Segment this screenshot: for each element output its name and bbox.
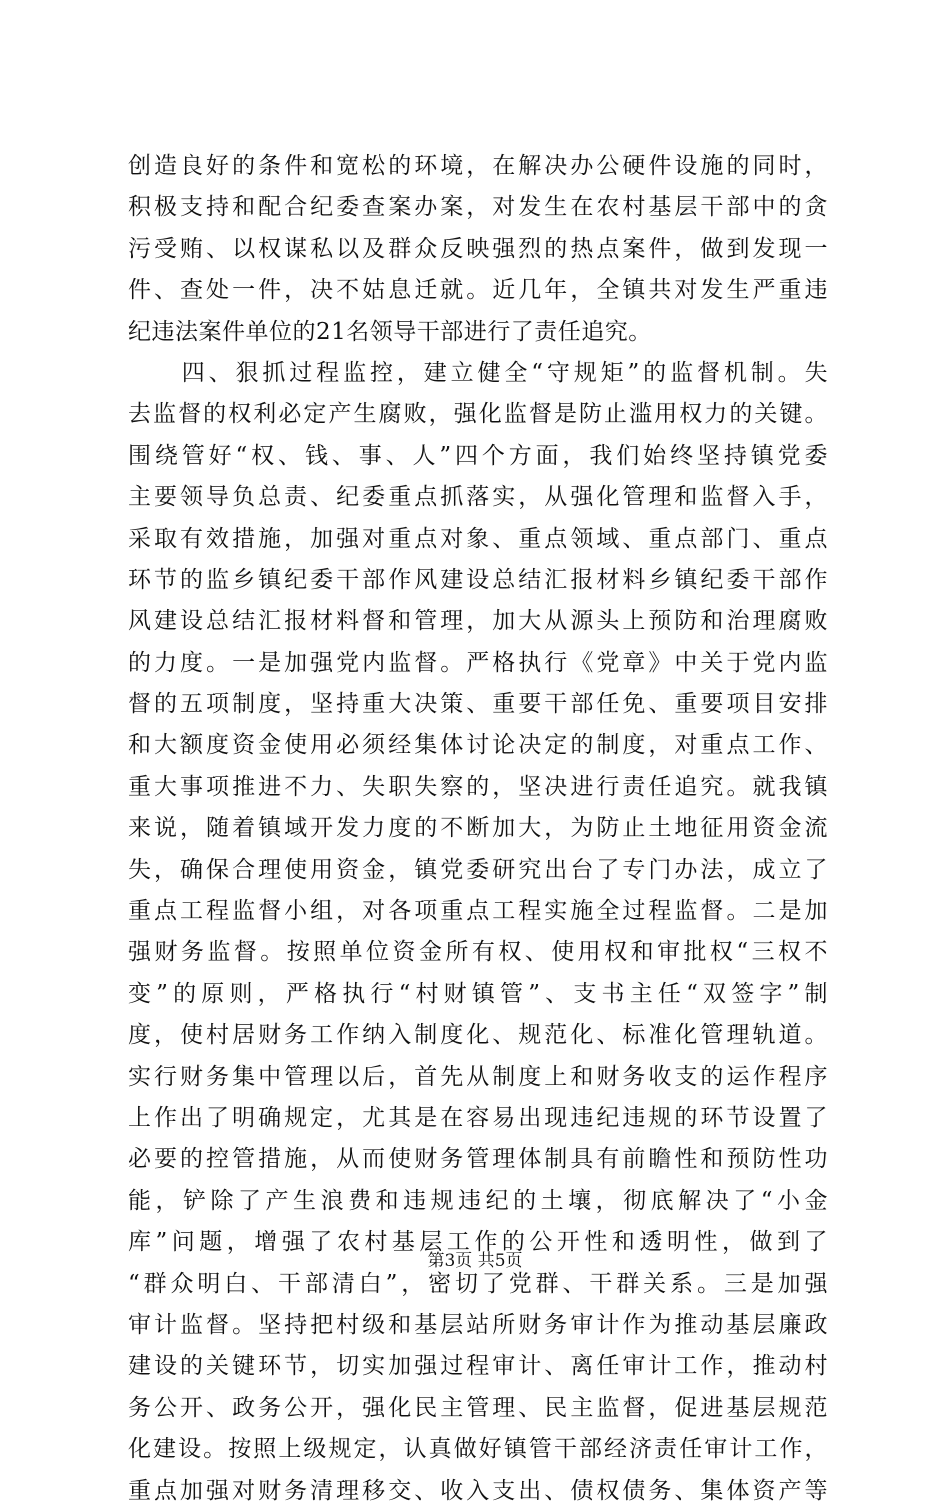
text-line: 重点加强对财务清理移交、收入支出、债权债务、集体资产等 bbox=[128, 1477, 828, 1504]
text-line: 围绕管好“权、钱、事、人”四个方面，我们始终坚持镇党委 bbox=[128, 442, 828, 469]
text-line: 件、查处一件，决不姑息迁就。近几年，全镇共对发生严重违 bbox=[128, 277, 828, 304]
text-line: 风建设总结汇报材料督和管理，加大从源头上预防和治理腐败 bbox=[128, 608, 828, 635]
text-line: 和大额度资金使用必须经集体讨论决定的制度，对重点工作、 bbox=[128, 732, 828, 759]
text-line: “群众明白、干部清白”，密切了党群、干群关系。三是加强 bbox=[128, 1270, 828, 1297]
text-line: 上作出了明确规定，尤其是在容易出现违纪违规的环节设置了 bbox=[128, 1104, 828, 1131]
text-line: 失，确保合理使用资金，镇党委研究出台了专门办法，成立了 bbox=[128, 856, 828, 883]
text-line: 采取有效措施，加强对重点对象、重点领域、重点部门、重点 bbox=[128, 525, 828, 552]
text-line: 度，使村居财务工作纳入制度化、规范化、标准化管理轨道。 bbox=[128, 1022, 828, 1049]
text-line: 务公开、政务公开，强化民主管理、民主监督，促进基层规范 bbox=[128, 1394, 828, 1421]
text-line: 变”的原则，严格执行“村财镇管”、支书主任“双签字”制 bbox=[128, 980, 828, 1007]
text-line: 审计监督。坚持把村级和基层站所财务审计作为推动基层廉政 bbox=[128, 1311, 828, 1338]
text-line: 污受贿、以权谋私以及群众反映强烈的热点案件，做到发现一 bbox=[128, 235, 828, 262]
text-line: 主要领导负总责、纪委重点抓落实，从强化管理和监督入手， bbox=[128, 484, 828, 511]
text-line: 去监督的权利必定产生腐败，强化监督是防止滥用权力的关键。 bbox=[128, 401, 828, 428]
text-line: 重点工程监督小组，对各项重点工程实施全过程监督。二是加 bbox=[128, 898, 828, 925]
body-text bbox=[128, 146, 828, 1512]
text-line: 实行财务集中管理以后，首先从制度上和财务收支的运作程序 bbox=[128, 1063, 828, 1090]
text-line: 积极支持和配合纪委查案办案，对发生在农村基层干部中的贪 bbox=[128, 194, 828, 221]
text-line: 督的五项制度，坚持重大决策、重要干部任免、重要项目安排 bbox=[128, 691, 828, 718]
text-line: 重大事项推进不力、失职失察的，坚决进行责任追究。就我镇 bbox=[128, 773, 828, 800]
text-line: 强财务监督。按照单位资金所有权、使用权和审批权“三权不 bbox=[128, 939, 828, 966]
page-number-footer: 第3页 共5页 bbox=[427, 1251, 523, 1271]
text-line: 四、狠抓过程监控，建立健全“守规矩”的监督机制。失 bbox=[128, 359, 828, 386]
text-line: 库”问题，增强了农村基层工作的公开性和透明性，做到了 bbox=[128, 1229, 828, 1256]
text-line: 来说，随着镇域开发力度的不断加大，为防止土地征用资金流 bbox=[128, 815, 828, 842]
text-line: 创造良好的条件和宽松的环境，在解决办公硬件设施的同时， bbox=[128, 153, 828, 179]
text-line: 环节的监乡镇纪委干部作风建设总结汇报材料乡镇纪委干部作 bbox=[128, 566, 828, 593]
text-line: 能，铲除了产生浪费和违规违纪的土壤，彻底解决了“小金 bbox=[128, 1187, 828, 1214]
text-line: 纪违法案件单位的21名领导干部进行了责任追究。 bbox=[128, 318, 652, 345]
text-line: 建设的关键环节，切实加强过程审计、离任审计工作，推动村 bbox=[128, 1353, 828, 1380]
text-line: 必要的控管措施，从而使财务管理体制具有前瞻性和预防性功 bbox=[128, 1146, 828, 1173]
text-line: 化建设。按照上级规定，认真做好镇管干部经济责任审计工作， bbox=[128, 1436, 828, 1463]
text-line: 的力度。一是加强党内监督。严格执行《党章》中关于党内监 bbox=[128, 649, 828, 676]
